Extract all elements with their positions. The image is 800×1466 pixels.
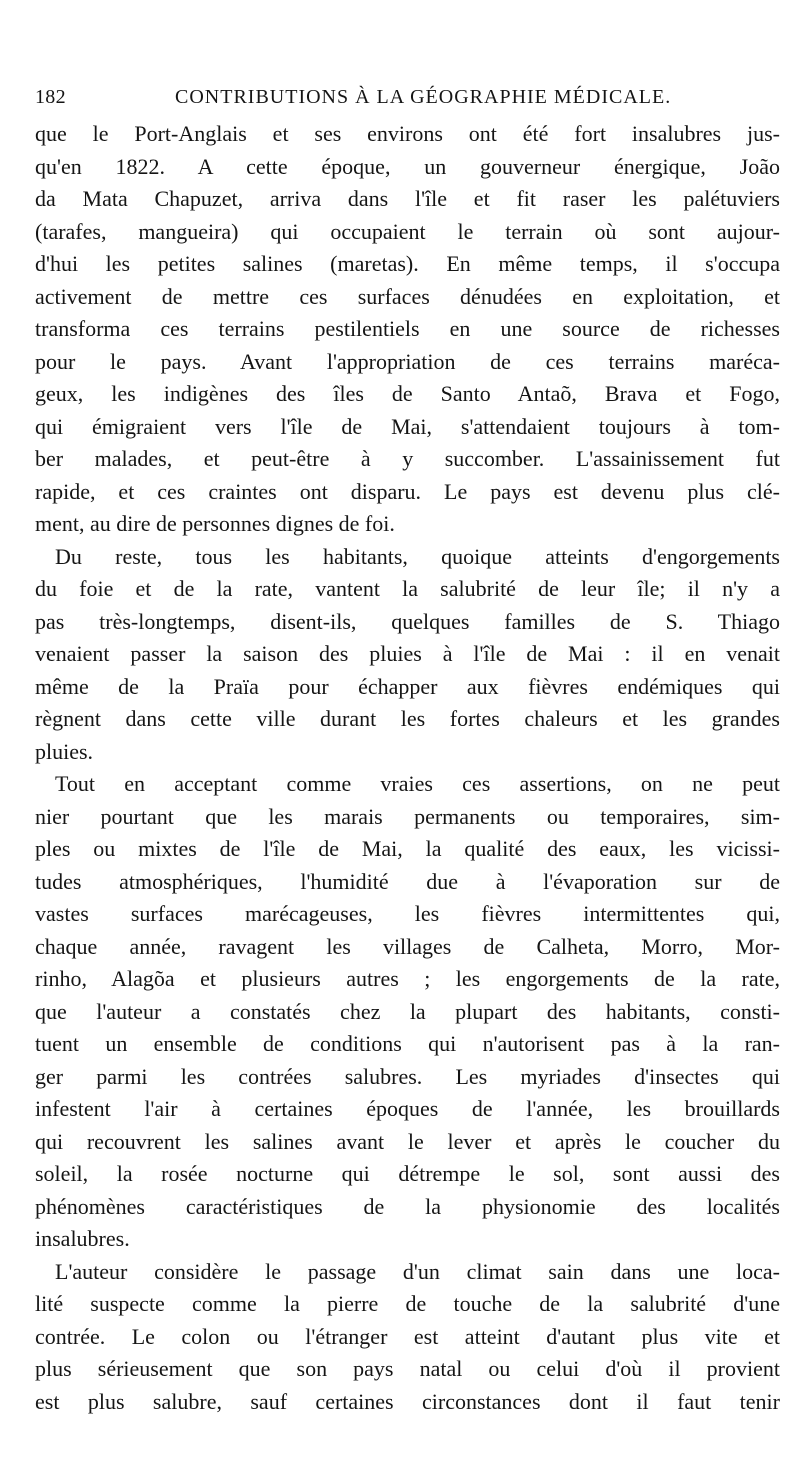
text-line: rinho, Alagõa et plusieurs autres ; les engorgements de la rate, xyxy=(35,966,780,991)
text-line: transforma ces terrains pestilentiels en une source de richesses xyxy=(35,316,780,341)
text-line: ber malades, et peut-être à y succomber. L'assainissement fut xyxy=(35,446,780,471)
text-line: plus sérieusement que son pays natal ou celui d'où il provient xyxy=(35,1356,780,1381)
text-line: lité suspecte comme la pierre de touche de la salubrité d'une xyxy=(35,1291,780,1316)
text-line: règnent dans cette ville durant les fortes chaleurs et les grandes xyxy=(35,706,780,731)
text-line: que le Port-Anglais et ses environs ont été fort insalubres jus- xyxy=(35,121,780,146)
text-line: que l'auteur a constatés chez la plupart des habitants, consti- xyxy=(35,998,780,1024)
text-line: tuent un ensemble de conditions qui n'autorisent pas à la ran- xyxy=(35,1031,780,1056)
paragraph-last-line: pluies. xyxy=(35,738,94,764)
text-line: qui recouvrent les salines avant le lever et après le coucher du xyxy=(35,1128,780,1154)
text-line: contrée. Le colon ou l'étranger est atteint d'autant plus vite et xyxy=(35,1323,780,1349)
text-line: venaient passer la saison des pluies à l'île de Mai : il en venait xyxy=(35,641,780,666)
text-line: activement de mettre ces surfaces dénudées en exploitation, et xyxy=(35,283,780,309)
text-line: da Mata Chapuzet, arriva dans l'île et fit raser les palétuviers xyxy=(35,186,780,211)
text-line: geux, les indigènes des îles de Santo Antaõ, Brava et Fogo, xyxy=(35,381,780,406)
text-line: tudes atmosphériques, l'humidité due à l'évaporation sur de xyxy=(35,868,780,894)
text-line: nier pourtant que les marais permanents ou temporaires, sim- xyxy=(35,803,780,829)
paragraph-first-line: Du reste, tous les habitants, quoique atteints d'engorgements xyxy=(55,543,780,569)
text-line: ger parmi les contrées salubres. Les myriades d'insectes qui xyxy=(35,1063,780,1089)
text-line: est plus salubre, sauf certaines circonstances dont il faut tenir xyxy=(35,1388,780,1414)
text-line: infestent l'air à certaines époques de l'année, les brouillards xyxy=(35,1096,780,1121)
text-line: chaque année, ravagent les villages de Calheta, Morro, Mor- xyxy=(35,933,780,959)
text-line: soleil, la rosée nocturne qui détrempe le sol, sont aussi des xyxy=(35,1161,780,1186)
text-line: rapide, et ces craintes ont disparu. Le pays est devenu plus clé- xyxy=(35,478,780,504)
text-line: phénomènes caractéristiques de la physionomie des localités xyxy=(35,1193,780,1219)
text-line: qui émigraient vers l'île de Mai, s'attendaient toujours à tom- xyxy=(35,413,780,439)
text-line: vastes surfaces marécageuses, les fièvres intermittentes qui, xyxy=(35,901,780,926)
running-header xyxy=(35,86,770,118)
running-title: CONTRIBUTIONS À LA GÉOGRAPHIE MÉDICALE. xyxy=(175,86,672,108)
page-number: 182 xyxy=(35,86,66,108)
paragraph-first-line: L'auteur considère le passage d'un climat sain dans une loca- xyxy=(55,1258,780,1284)
text-line: même de la Praïa pour échapper aux fièvres endémiques qui xyxy=(35,673,780,699)
body-text xyxy=(35,118,780,1418)
text-line: qu'en 1822. A cette époque, un gouverneur énergique, João xyxy=(35,153,780,179)
text-line: pour le pays. Avant l'appropriation de ces terrains maréca- xyxy=(35,348,780,374)
text-line: (tarafes, mangueira) qui occupaient le terrain où sont aujour- xyxy=(35,218,780,244)
text-line: du foie et de la rate, vantent la salubrité de leur île; il n'y a xyxy=(35,576,780,601)
paragraph-first-line: Tout en acceptant comme vraies ces assertions, on ne peut xyxy=(55,771,780,796)
text-line: d'hui les petites salines (maretas). En même temps, il s'occupa xyxy=(35,251,780,276)
paragraph-last-line: insalubres. xyxy=(35,1226,130,1251)
paragraph-last-line: ment, au dire de personnes dignes de foi. xyxy=(35,511,395,536)
text-line: pas très-longtemps, disent-ils, quelques familles de S. Thiago xyxy=(35,608,780,634)
text-line: ples ou mixtes de l'île de Mai, la qualité des eaux, les vicissi- xyxy=(35,836,780,861)
